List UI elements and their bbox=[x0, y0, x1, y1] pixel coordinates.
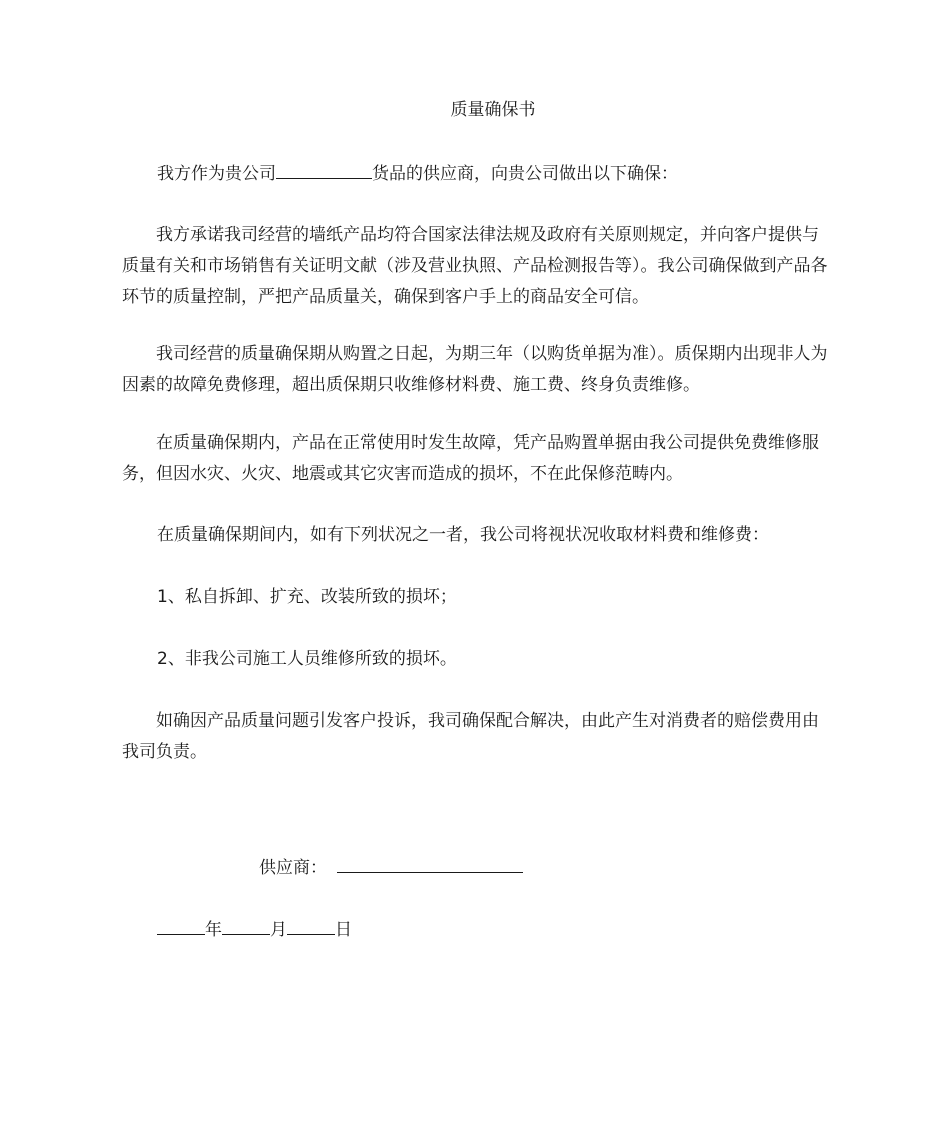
year-blank bbox=[157, 916, 205, 935]
date-line bbox=[157, 916, 352, 942]
supplier-signature-blank bbox=[337, 854, 523, 873]
month-label: 月 bbox=[270, 920, 287, 940]
document-title: 质量确保书 bbox=[450, 100, 536, 120]
condition-item-1: 1、私自拆卸、扩充、改装所致的损坏； bbox=[157, 587, 457, 607]
month-blank bbox=[222, 916, 270, 935]
intro-text-after: 货品的供应商，向贵公司做出以下确保： bbox=[372, 164, 678, 184]
goods-name-blank bbox=[276, 160, 372, 179]
paragraph-warranty-period: 我司经营的质量确保期从购置之日起，为期三年（以购货单据为准）。质保期内出现非人为因素的故障免费修理，超出质保期只收维修材料费、施工费、终身负责维修。 bbox=[122, 344, 828, 395]
year-label: 年 bbox=[205, 920, 222, 940]
supplier-label: 供应商： bbox=[259, 858, 327, 878]
conditions-intro: 在质量确保期间内，如有下列状况之一者，我公司将视状况收取材料费和维修费： bbox=[157, 525, 769, 545]
paragraph-closing: 如确因产品质量问题引发客户投诉，我司确保配合解决，由此产生对消费者的赔偿费用由我司负责。 bbox=[122, 711, 819, 762]
intro-text-before: 我方作为贵公司 bbox=[157, 164, 276, 184]
supplier-line bbox=[259, 854, 523, 880]
day-label: 日 bbox=[335, 920, 352, 940]
paragraph-free-repair: 在质量确保期内，产品在正常使用时发生故障，凭产品购置单据由我公司提供免费维修服务，但因水灾、火灾、地震或其它灾害而造成的损坏，不在此保修范畴内。 bbox=[122, 433, 819, 484]
intro-line bbox=[157, 160, 678, 186]
day-blank bbox=[287, 916, 335, 935]
condition-item-2: 2、非我公司施工人员维修所致的损坏。 bbox=[157, 649, 457, 669]
paragraph-compliance: 我方承诺我司经营的墙纸产品均符合国家法律法规及政府有关原则规定，并向客户提供与质量有关和市场销售有关证明文献（涉及营业执照、产品检测报告等）。我公司确保做到产品各环节的质量控制，严把产品质量关，确保到客户手上的商品安全可信。 bbox=[122, 225, 828, 307]
